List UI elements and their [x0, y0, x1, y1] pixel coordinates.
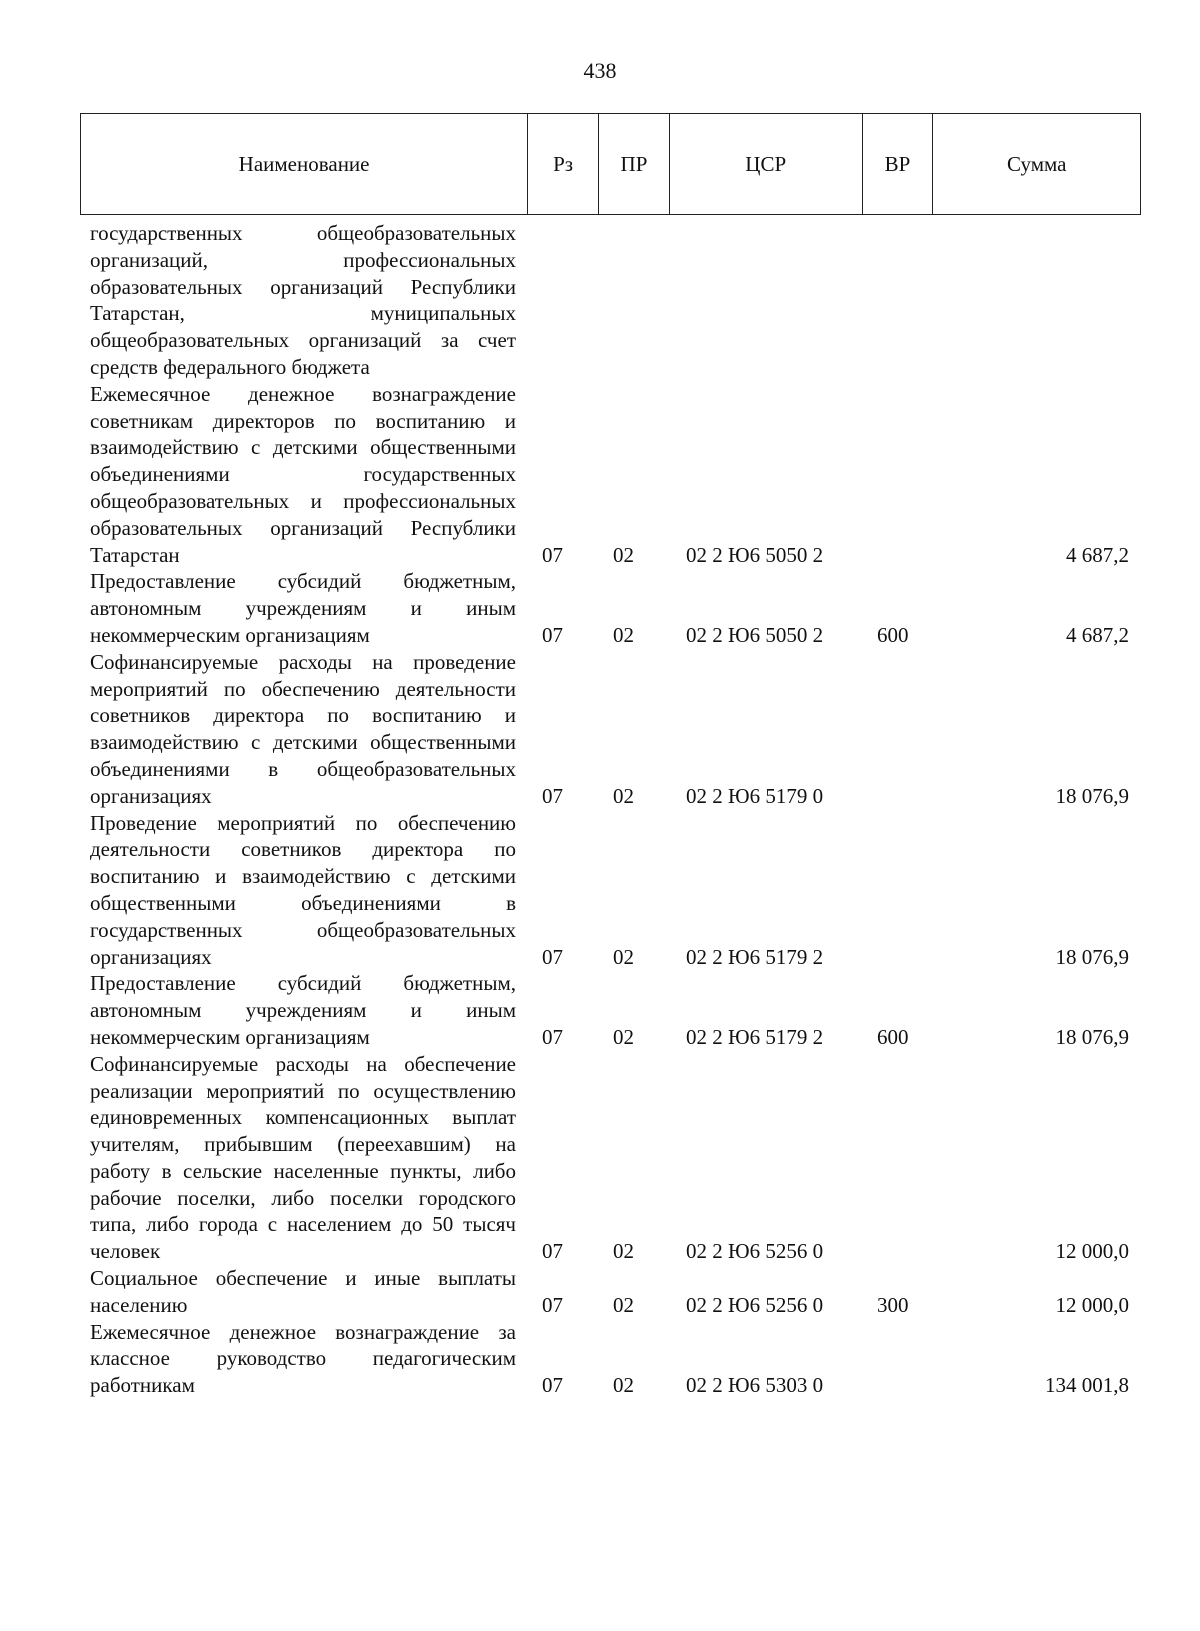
table-row	[80, 1051, 1141, 1265]
row-name: Софинансируемые расходы на проведение мероприятий по обеспечению деятельности советников директора по воспитанию и взаимодействию с детскими общественными объединениями в общеобразовательных организациях	[90, 649, 516, 808]
row-csr: 02 2 Ю6 5179 2	[686, 1024, 824, 1049]
row-pr: 02	[613, 783, 634, 808]
table-row	[80, 220, 1141, 381]
row-name: Предоставление субсидий бюджетным, автономным учреждениям и иным некоммерческим организациям	[90, 971, 516, 1049]
column-header-rz: Рз	[528, 114, 599, 214]
table-row	[80, 568, 1141, 648]
row-name: Предоставление субсидий бюджетным, автономным учреждениям и иным некоммерческим организациям	[90, 569, 516, 647]
row-csr: 02 2 Ю6 5256 0	[686, 1239, 824, 1264]
column-header-sum: Сумма	[1006, 151, 1067, 176]
row-rz: 07	[542, 542, 563, 567]
row-name: Проведение мероприятий по обеспечению деятельности советников директора по воспитанию и взаимодействию с детскими общественными объединениями в государственных общеобразовательных организациях	[90, 810, 516, 969]
row-rz: 07	[542, 783, 563, 808]
row-csr: 02 2 Ю6 5179 0	[686, 783, 824, 808]
column-header-csr: ЦСР	[670, 114, 863, 214]
row-rz: 07	[542, 944, 563, 969]
row-sum: 12 000,0	[1055, 1239, 1129, 1264]
table-body	[80, 220, 1141, 1399]
row-pr: 02	[613, 542, 634, 567]
row-sum: 18 076,9	[1055, 944, 1129, 969]
row-rz: 07	[542, 1239, 563, 1264]
column-header-vr: ВР	[863, 114, 934, 214]
row-name: Ежемесячное денежное вознаграждение советникам директоров по воспитанию и взаимодействию с детскими общественными объединениями государственных общеобразовательных и профессиональных образовательных организаций Республики Татарстан	[90, 381, 516, 567]
row-sum: 12 000,0	[1055, 1292, 1129, 1317]
column-header-pr: ПР	[599, 114, 670, 214]
row-csr: 02 2 Ю6 5050 2	[686, 622, 824, 647]
row-name: Ежемесячное денежное вознаграждение за классное руководство педагогическим работникам	[90, 1319, 516, 1398]
row-name: Социальное обеспечение и иные выплаты населению	[90, 1266, 516, 1317]
row-rz: 07	[542, 1292, 563, 1317]
row-sum: 18 076,9	[1055, 783, 1129, 808]
table-row	[80, 970, 1141, 1050]
row-pr: 02	[613, 622, 634, 647]
row-pr: 02	[613, 1292, 634, 1317]
table-row	[80, 1319, 1141, 1399]
row-pr: 02	[613, 1024, 634, 1049]
row-rz: 07	[542, 1024, 563, 1049]
row-sum: 18 076,9	[1055, 1024, 1129, 1049]
row-sum: 4 687,2	[1066, 542, 1129, 567]
row-sum: 4 687,2	[1066, 622, 1129, 647]
table-row	[80, 1265, 1141, 1319]
row-pr: 02	[613, 944, 634, 969]
table-row	[80, 381, 1141, 569]
row-csr: 02 2 Ю6 5256 0	[686, 1292, 824, 1317]
table-row	[80, 649, 1141, 810]
row-name: Софинансируемые расходы на обеспечение реализации мероприятий по осуществлению единовременных компенсационных выплат учителям, прибывшим (переехавшим) на работу в сельские населенные пункты, либо рабочие поселки, либо поселки городского типа, либо города с населением до 50 тысяч человек	[90, 1051, 516, 1264]
row-csr: 02 2 Ю6 5050 2	[686, 542, 824, 567]
page-number: 438	[583, 58, 617, 83]
row-rz: 07	[542, 1373, 563, 1398]
row-csr: 02 2 Ю6 5179 2	[686, 944, 824, 969]
row-vr: 300	[877, 1292, 909, 1317]
row-sum: 134 001,8	[1045, 1373, 1129, 1398]
row-vr: 600	[877, 1024, 909, 1049]
row-name: государственных общеобразовательных организаций, профессиональных образовательных организаций Республики Татарстан, муниципальных общеобразовательных организаций за счет средств федерального бюджета	[90, 221, 516, 379]
row-rz: 07	[542, 622, 563, 647]
row-pr: 02	[613, 1239, 634, 1264]
row-pr: 02	[613, 1373, 634, 1398]
table-header	[80, 113, 1141, 215]
table-row	[80, 810, 1141, 971]
column-header-name: Наименование	[81, 114, 528, 214]
row-vr: 600	[877, 622, 909, 647]
row-csr: 02 2 Ю6 5303 0	[686, 1373, 824, 1398]
